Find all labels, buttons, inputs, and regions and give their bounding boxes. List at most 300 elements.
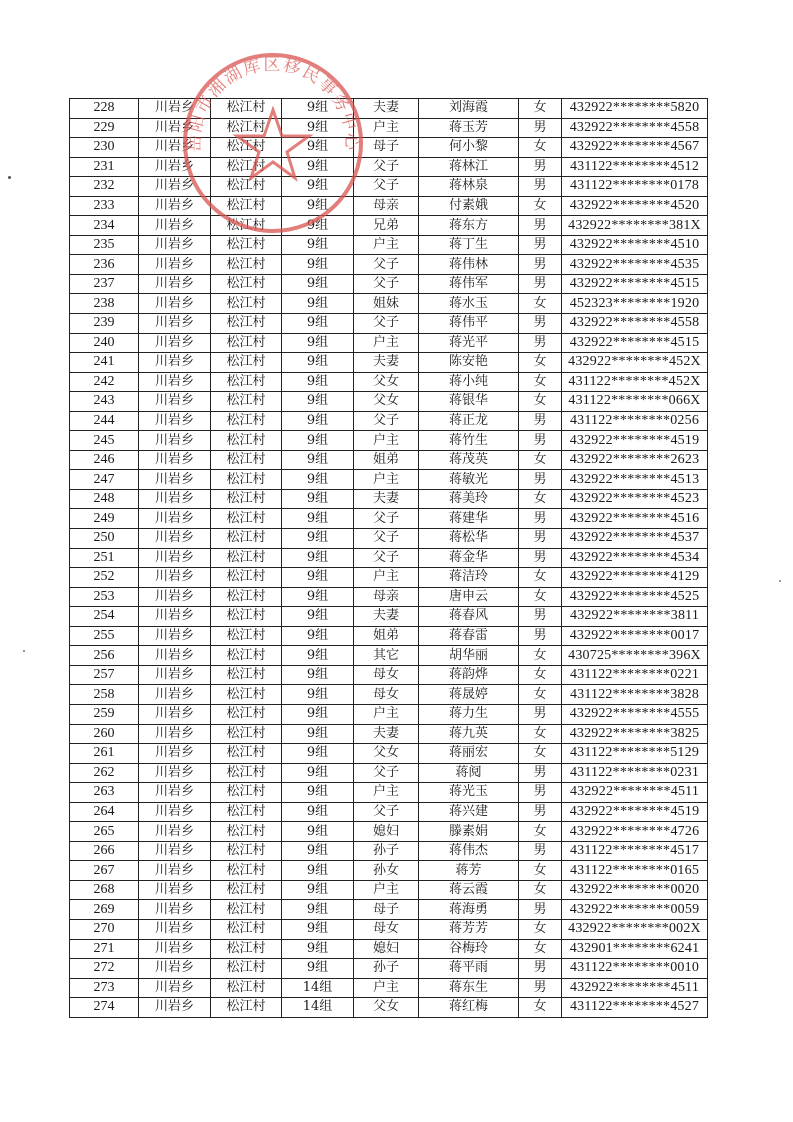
row-number: 230 [70,138,139,158]
table-row [70,118,708,138]
name-cell: 蒋美玲 [419,489,519,509]
id-number-cell: 432922********4511 [562,978,708,998]
village-cell: 松江村 [211,411,282,431]
township-cell: 川岩乡 [139,587,211,607]
relation-cell: 夫妻 [354,99,419,119]
scan-speck [23,650,25,652]
relation-cell: 夫妻 [354,724,419,744]
relation-cell: 父子 [354,509,419,529]
village-cell: 松江村 [211,392,282,412]
gender-cell: 女 [519,450,562,470]
name-cell: 蒋光平 [419,333,519,353]
group-cell: 9组 [282,529,354,549]
id-number-cell: 431122********0221 [562,665,708,685]
group-cell: 9组 [282,255,354,275]
table-row [70,724,708,744]
row-number: 246 [70,450,139,470]
group-cell: 9组 [282,470,354,490]
group-cell: 9组 [282,704,354,724]
table-row [70,704,708,724]
id-number-cell: 432922********0017 [562,626,708,646]
row-number: 270 [70,919,139,939]
group-cell: 9组 [282,724,354,744]
row-number: 232 [70,177,139,197]
id-number-cell: 431122********5129 [562,744,708,764]
row-number: 228 [70,99,139,119]
relation-cell: 父子 [354,255,419,275]
name-cell: 蒋九英 [419,724,519,744]
name-cell: 蒋玉芳 [419,118,519,138]
gender-cell: 男 [519,978,562,998]
id-number-cell: 432922********4513 [562,470,708,490]
township-cell: 川岩乡 [139,724,211,744]
group-cell: 9组 [282,157,354,177]
gender-cell: 女 [519,744,562,764]
relation-cell: 户主 [354,470,419,490]
village-cell: 松江村 [211,802,282,822]
group-cell: 9组 [282,138,354,158]
relation-cell: 户主 [354,978,419,998]
name-cell: 蒋春风 [419,607,519,627]
id-number-cell: 432922********4520 [562,196,708,216]
township-cell: 川岩乡 [139,685,211,705]
row-number: 266 [70,841,139,861]
row-number: 263 [70,783,139,803]
gender-cell: 男 [519,802,562,822]
table-row [70,587,708,607]
relation-cell: 媳妇 [354,939,419,959]
village-cell: 松江村 [211,626,282,646]
row-number: 268 [70,880,139,900]
table-row [70,489,708,509]
id-number-cell: 432922********4537 [562,529,708,549]
relation-cell: 户主 [354,431,419,451]
township-cell: 川岩乡 [139,99,211,119]
id-number-cell: 432922********4129 [562,568,708,588]
group-cell: 9组 [282,372,354,392]
relation-cell: 户主 [354,235,419,255]
group-cell: 9组 [282,880,354,900]
village-cell: 松江村 [211,548,282,568]
gender-cell: 男 [519,900,562,920]
township-cell: 川岩乡 [139,704,211,724]
township-cell: 川岩乡 [139,548,211,568]
id-number-cell: 432922********381X [562,216,708,236]
group-cell: 9组 [282,802,354,822]
table-row [70,822,708,842]
row-number: 259 [70,704,139,724]
township-cell: 川岩乡 [139,138,211,158]
group-cell: 9组 [282,744,354,764]
table-row [70,509,708,529]
gender-cell: 男 [519,783,562,803]
id-number-cell: 432922********4515 [562,274,708,294]
village-cell: 松江村 [211,274,282,294]
table-row [70,177,708,197]
relation-cell: 父子 [354,411,419,431]
relation-cell: 父女 [354,392,419,412]
group-cell: 9组 [282,783,354,803]
group-cell: 9组 [282,392,354,412]
gender-cell: 女 [519,568,562,588]
township-cell: 川岩乡 [139,900,211,920]
row-number: 253 [70,587,139,607]
village-cell: 松江村 [211,998,282,1018]
id-number-cell: 432922********4519 [562,802,708,822]
row-number: 235 [70,235,139,255]
village-cell: 松江村 [211,704,282,724]
group-cell: 9组 [282,626,354,646]
village-cell: 松江村 [211,489,282,509]
row-number: 257 [70,665,139,685]
group-cell: 9组 [282,900,354,920]
gender-cell: 男 [519,314,562,334]
relation-cell: 孙女 [354,861,419,881]
gender-cell: 男 [519,177,562,197]
township-cell: 川岩乡 [139,470,211,490]
row-number: 240 [70,333,139,353]
name-cell: 蒋丽宏 [419,744,519,764]
id-number-cell: 432922********4535 [562,255,708,275]
relation-cell: 父子 [354,177,419,197]
table-row [70,939,708,959]
gender-cell: 男 [519,411,562,431]
township-cell: 川岩乡 [139,235,211,255]
row-number: 247 [70,470,139,490]
id-number-cell: 432922********4511 [562,783,708,803]
gender-cell: 女 [519,861,562,881]
township-cell: 川岩乡 [139,216,211,236]
township-cell: 川岩乡 [139,959,211,979]
township-cell: 川岩乡 [139,607,211,627]
gender-cell: 男 [519,841,562,861]
village-cell: 松江村 [211,314,282,334]
gender-cell: 男 [519,333,562,353]
gender-cell: 男 [519,959,562,979]
relation-cell: 母亲 [354,587,419,607]
township-cell: 川岩乡 [139,939,211,959]
village-cell: 松江村 [211,138,282,158]
township-cell: 川岩乡 [139,274,211,294]
village-cell: 松江村 [211,861,282,881]
name-cell: 蒋林江 [419,157,519,177]
table-row [70,411,708,431]
village-cell: 松江村 [211,509,282,529]
township-cell: 川岩乡 [139,802,211,822]
group-cell: 9组 [282,431,354,451]
name-cell: 蒋洁玲 [419,568,519,588]
name-cell: 蒋阋 [419,763,519,783]
group-cell: 9组 [282,353,354,373]
gender-cell: 女 [519,919,562,939]
resident-table [69,98,708,1018]
relation-cell: 父女 [354,372,419,392]
name-cell: 谷梅玲 [419,939,519,959]
row-number: 248 [70,489,139,509]
id-number-cell: 432922********4523 [562,489,708,509]
row-number: 274 [70,998,139,1018]
table-row [70,196,708,216]
gender-cell: 女 [519,665,562,685]
id-number-cell: 431122********066X [562,392,708,412]
relation-cell: 母子 [354,900,419,920]
relation-cell: 姐弟 [354,450,419,470]
id-number-cell: 432922********4558 [562,314,708,334]
township-cell: 川岩乡 [139,411,211,431]
gender-cell: 女 [519,998,562,1018]
name-cell: 蒋伟林 [419,255,519,275]
village-cell: 松江村 [211,235,282,255]
gender-cell: 男 [519,763,562,783]
id-number-cell: 432922********0059 [562,900,708,920]
name-cell: 蒋晟婷 [419,685,519,705]
id-number-cell: 432922********4567 [562,138,708,158]
name-cell: 蒋平雨 [419,959,519,979]
name-cell: 付素娥 [419,196,519,216]
table-row [70,861,708,881]
township-cell: 川岩乡 [139,509,211,529]
row-number: 234 [70,216,139,236]
relation-cell: 母女 [354,919,419,939]
name-cell: 蒋丁生 [419,235,519,255]
group-cell: 9组 [282,216,354,236]
township-cell: 川岩乡 [139,665,211,685]
scan-speck [779,580,781,582]
village-cell: 松江村 [211,196,282,216]
village-cell: 松江村 [211,724,282,744]
name-cell: 蒋伟平 [419,314,519,334]
row-number: 272 [70,959,139,979]
table-row [70,998,708,1018]
village-cell: 松江村 [211,900,282,920]
table-row [70,919,708,939]
group-cell: 9组 [282,587,354,607]
row-number: 237 [70,274,139,294]
table-body [70,99,708,1018]
relation-cell: 母亲 [354,196,419,216]
gender-cell: 女 [519,99,562,119]
row-number: 256 [70,646,139,666]
township-cell: 川岩乡 [139,294,211,314]
name-cell: 蒋林泉 [419,177,519,197]
gender-cell: 男 [519,529,562,549]
gender-cell: 男 [519,216,562,236]
name-cell: 蒋芳芳 [419,919,519,939]
group-cell: 9组 [282,763,354,783]
village-cell: 松江村 [211,99,282,119]
id-number-cell: 431122********4517 [562,841,708,861]
id-number-cell: 431122********3828 [562,685,708,705]
row-number: 242 [70,372,139,392]
relation-cell: 父女 [354,998,419,1018]
group-cell: 9组 [282,411,354,431]
group-cell: 9组 [282,939,354,959]
table-row [70,959,708,979]
village-cell: 松江村 [211,880,282,900]
relation-cell: 孙子 [354,841,419,861]
gender-cell: 女 [519,587,562,607]
township-cell: 川岩乡 [139,919,211,939]
id-number-cell: 432922********2623 [562,450,708,470]
township-cell: 川岩乡 [139,978,211,998]
relation-cell: 母子 [354,138,419,158]
row-number: 251 [70,548,139,568]
table-row [70,978,708,998]
table-row [70,529,708,549]
relation-cell: 父子 [354,548,419,568]
table-row [70,548,708,568]
table-row [70,216,708,236]
gender-cell: 女 [519,196,562,216]
gender-cell: 女 [519,646,562,666]
table-row [70,353,708,373]
row-number: 258 [70,685,139,705]
village-cell: 松江村 [211,822,282,842]
group-cell: 9组 [282,685,354,705]
id-number-cell: 431122********4527 [562,998,708,1018]
gender-cell: 男 [519,626,562,646]
table-row [70,607,708,627]
table-row [70,744,708,764]
village-cell: 松江村 [211,587,282,607]
township-cell: 川岩乡 [139,880,211,900]
gender-cell: 女 [519,939,562,959]
table-row [70,763,708,783]
id-number-cell: 431122********4512 [562,157,708,177]
table-row [70,783,708,803]
gender-cell: 男 [519,274,562,294]
relation-cell: 户主 [354,704,419,724]
group-cell: 9组 [282,646,354,666]
id-number-cell: 431122********452X [562,372,708,392]
township-cell: 川岩乡 [139,763,211,783]
relation-cell: 孙子 [354,959,419,979]
id-number-cell: 431122********0165 [562,861,708,881]
gender-cell: 男 [519,157,562,177]
row-number: 265 [70,822,139,842]
name-cell: 蒋伟杰 [419,841,519,861]
id-number-cell: 432922********4534 [562,548,708,568]
gender-cell: 女 [519,880,562,900]
table-row [70,568,708,588]
gender-cell: 女 [519,724,562,744]
group-cell: 9组 [282,841,354,861]
group-cell: 9组 [282,314,354,334]
village-cell: 松江村 [211,431,282,451]
name-cell: 蒋春雷 [419,626,519,646]
row-number: 273 [70,978,139,998]
table-row [70,685,708,705]
table-row [70,372,708,392]
gender-cell: 男 [519,235,562,255]
name-cell: 蒋红梅 [419,998,519,1018]
table-row [70,802,708,822]
id-number-cell: 432922********002X [562,919,708,939]
table-row [70,392,708,412]
group-cell: 14组 [282,998,354,1018]
row-number: 236 [70,255,139,275]
relation-cell: 户主 [354,333,419,353]
row-number: 229 [70,118,139,138]
relation-cell: 姐妹 [354,294,419,314]
row-number: 264 [70,802,139,822]
name-cell: 蒋建华 [419,509,519,529]
id-number-cell: 432922********4555 [562,704,708,724]
id-number-cell: 432901********6241 [562,939,708,959]
id-number-cell: 431122********0231 [562,763,708,783]
id-number-cell: 431122********0010 [562,959,708,979]
gender-cell: 女 [519,489,562,509]
relation-cell: 母女 [354,665,419,685]
name-cell: 蒋小纯 [419,372,519,392]
township-cell: 川岩乡 [139,333,211,353]
name-cell: 胡华丽 [419,646,519,666]
group-cell: 9组 [282,450,354,470]
township-cell: 川岩乡 [139,568,211,588]
relation-cell: 户主 [354,118,419,138]
township-cell: 川岩乡 [139,196,211,216]
village-cell: 松江村 [211,294,282,314]
group-cell: 9组 [282,822,354,842]
village-cell: 松江村 [211,353,282,373]
table-row [70,314,708,334]
id-number-cell: 432922********3825 [562,724,708,744]
row-number: 233 [70,196,139,216]
id-number-cell: 432922********4516 [562,509,708,529]
gender-cell: 女 [519,685,562,705]
name-cell: 蒋东生 [419,978,519,998]
id-number-cell: 431122********0178 [562,177,708,197]
village-cell: 松江村 [211,333,282,353]
table-row [70,99,708,119]
township-cell: 川岩乡 [139,822,211,842]
name-cell: 蒋光玉 [419,783,519,803]
name-cell: 蒋东方 [419,216,519,236]
group-cell: 9组 [282,294,354,314]
name-cell: 蒋伟军 [419,274,519,294]
gender-cell: 男 [519,607,562,627]
scan-speck [8,176,11,179]
id-number-cell: 432922********4510 [562,235,708,255]
gender-cell: 女 [519,294,562,314]
gender-cell: 女 [519,392,562,412]
name-cell: 蒋竹生 [419,431,519,451]
group-cell: 14组 [282,978,354,998]
stamp-text: 岳阳市湘湖库区移民事务中心 [184,55,362,153]
village-cell: 松江村 [211,372,282,392]
group-cell: 9组 [282,919,354,939]
row-number: 269 [70,900,139,920]
village-cell: 松江村 [211,607,282,627]
village-cell: 松江村 [211,939,282,959]
group-cell: 9组 [282,333,354,353]
township-cell: 川岩乡 [139,177,211,197]
row-number: 243 [70,392,139,412]
village-cell: 松江村 [211,568,282,588]
name-cell: 蒋海勇 [419,900,519,920]
village-cell: 松江村 [211,216,282,236]
id-number-cell: 432922********4515 [562,333,708,353]
gender-cell: 男 [519,431,562,451]
name-cell: 刘海霞 [419,99,519,119]
group-cell: 9组 [282,568,354,588]
row-number: 252 [70,568,139,588]
relation-cell: 兄弟 [354,216,419,236]
township-cell: 川岩乡 [139,744,211,764]
township-cell: 川岩乡 [139,255,211,275]
name-cell: 蒋兴建 [419,802,519,822]
relation-cell: 父子 [354,529,419,549]
